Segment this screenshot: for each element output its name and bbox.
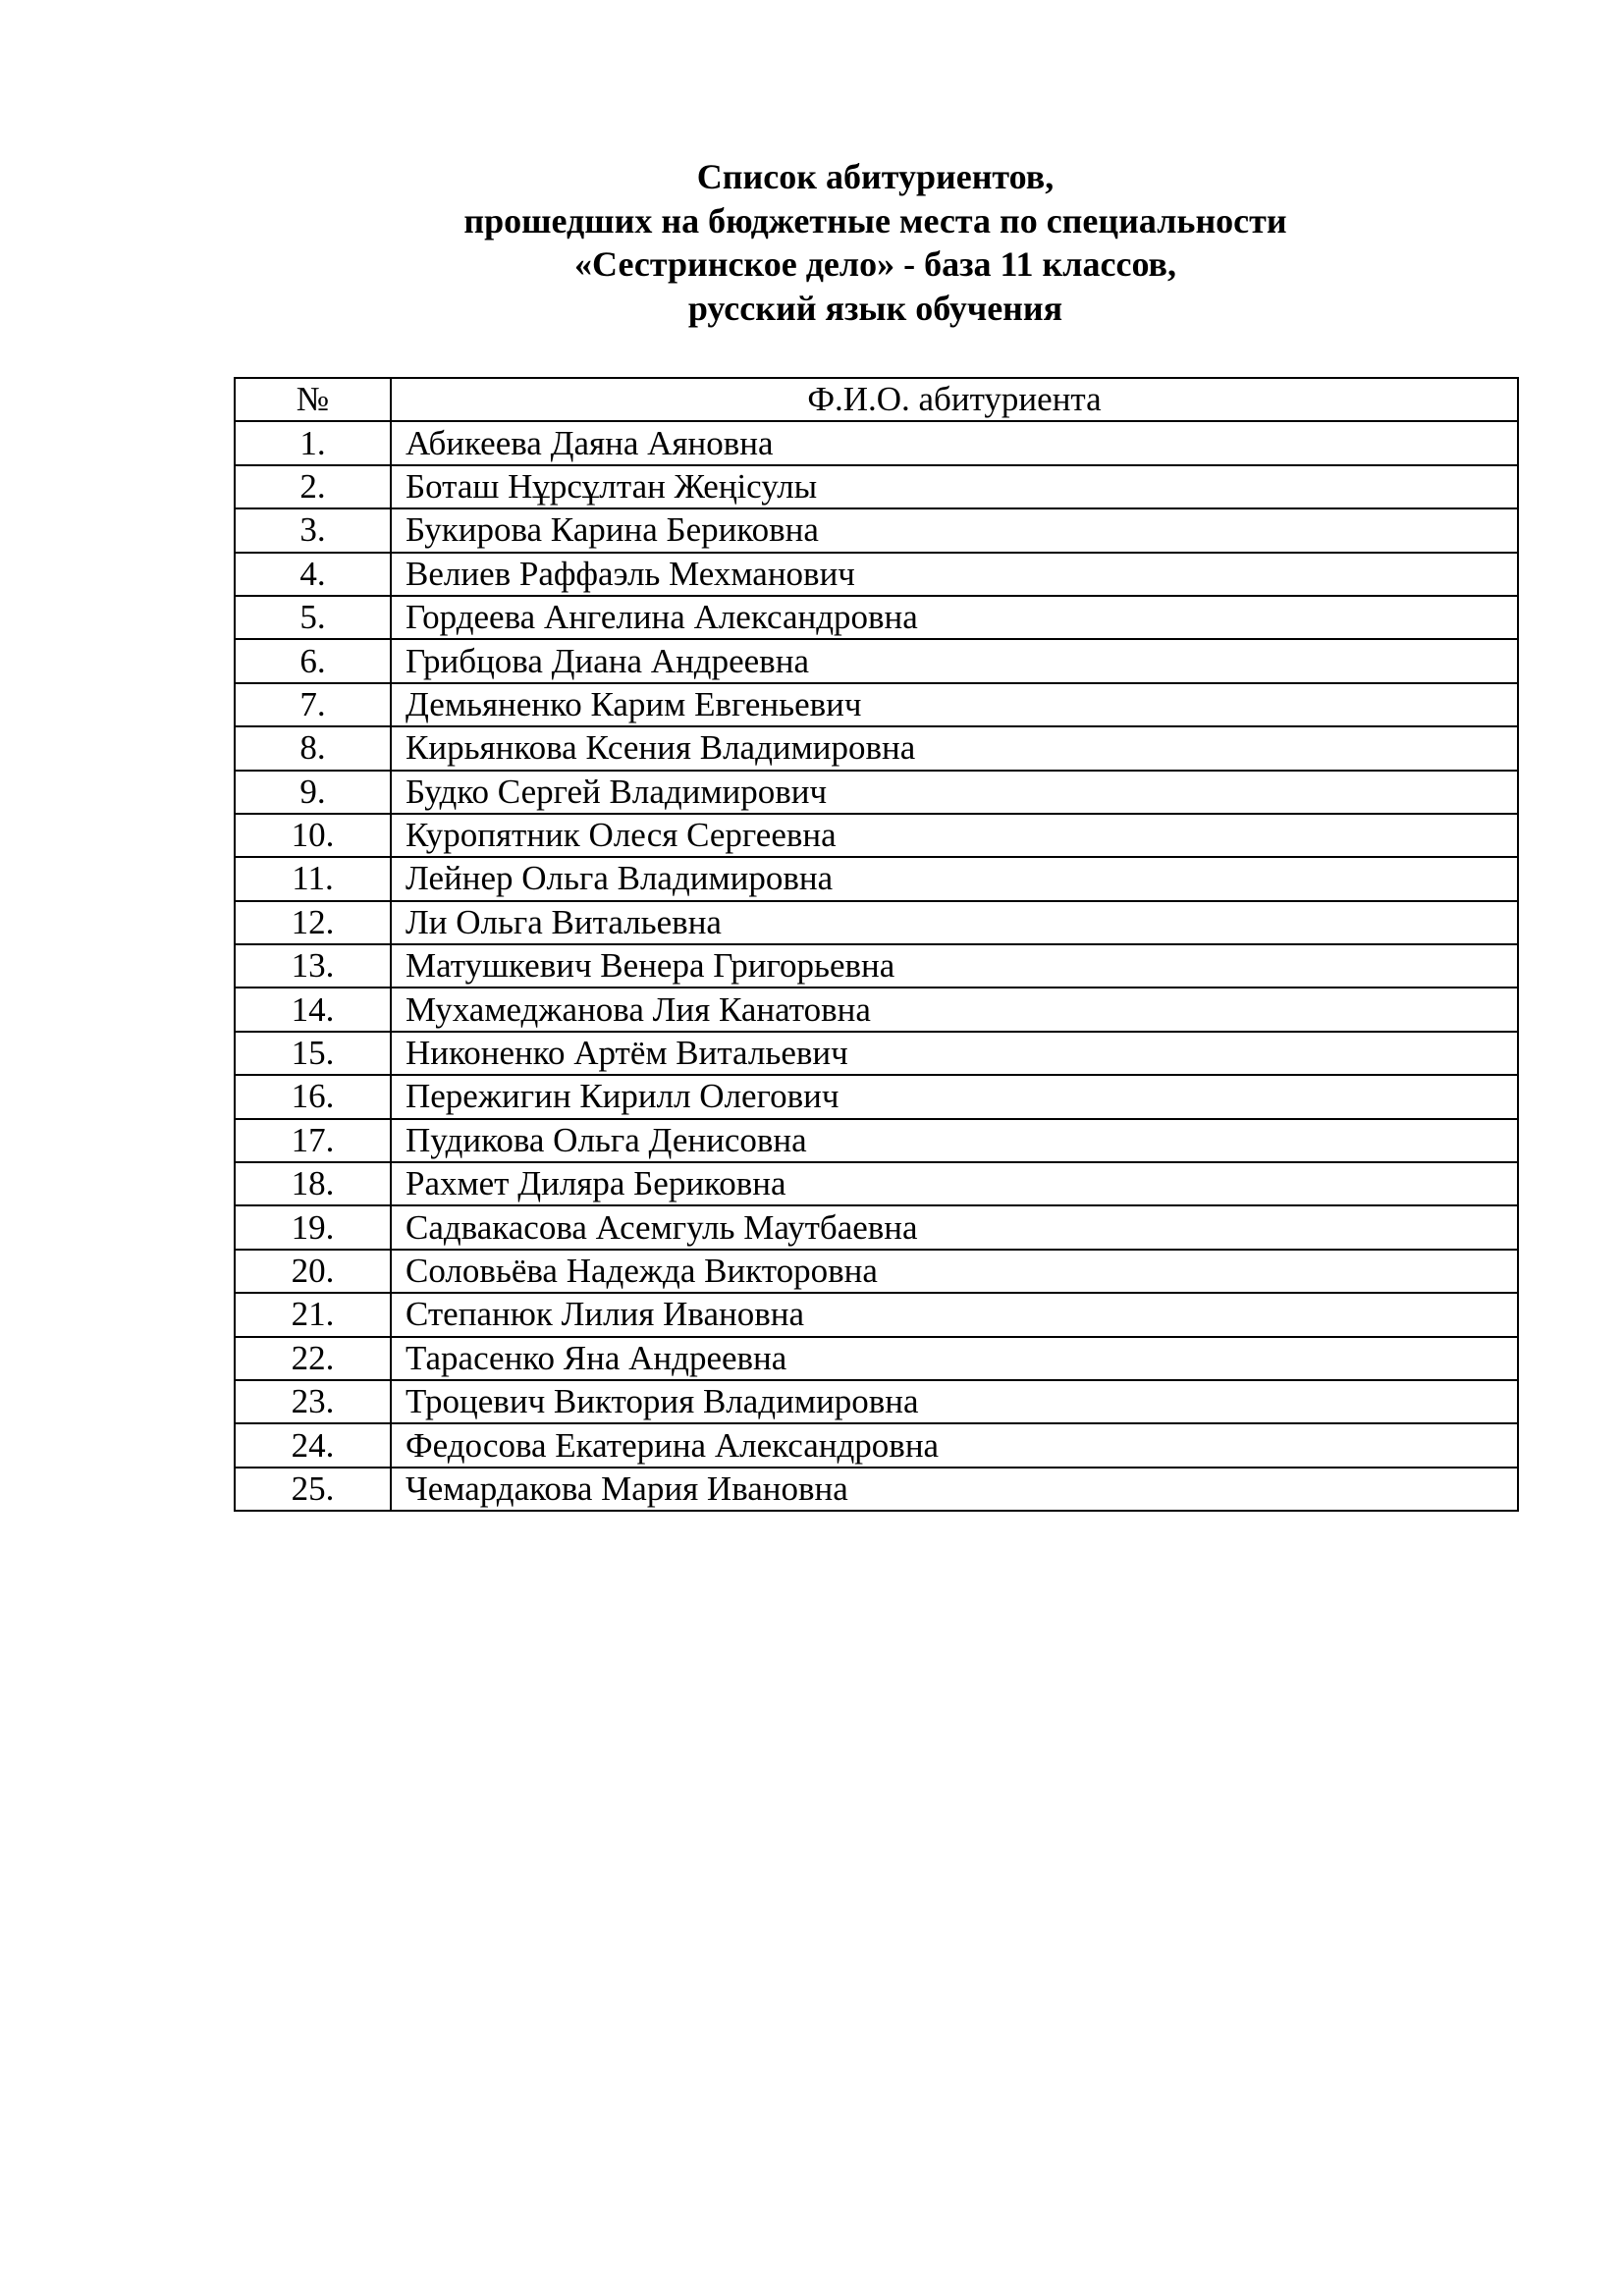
row-number: 20. <box>235 1250 391 1293</box>
row-number: 10. <box>235 814 391 857</box>
table-row <box>235 1468 1518 1511</box>
table-row <box>235 726 1518 770</box>
table-row <box>235 1205 1518 1249</box>
row-number: 13. <box>235 944 391 988</box>
table-row <box>235 1250 1518 1293</box>
applicant-name: Соловьёва Надежда Викторовна <box>391 1250 1518 1293</box>
applicant-name: Демьяненко Карим Евгеньевич <box>391 683 1518 726</box>
table-row <box>235 1032 1518 1075</box>
row-number: 14. <box>235 988 391 1031</box>
row-number: 19. <box>235 1205 391 1249</box>
table-row <box>235 944 1518 988</box>
applicant-name: Букирова Карина Бериковна <box>391 508 1518 552</box>
table-row <box>235 639 1518 682</box>
row-number: 22. <box>235 1337 391 1380</box>
applicant-name: Никоненко Артём Витальевич <box>391 1032 1518 1075</box>
row-number: 21. <box>235 1293 391 1336</box>
table-row <box>235 421 1518 464</box>
table-header-row <box>235 378 1518 421</box>
applicant-name: Чемардакова Мария Ивановна <box>391 1468 1518 1511</box>
row-number: 17. <box>235 1119 391 1162</box>
row-number: 2. <box>235 465 391 508</box>
table-row <box>235 508 1518 552</box>
row-number: 7. <box>235 683 391 726</box>
table-row <box>235 1337 1518 1380</box>
number-column-header: № <box>235 378 391 421</box>
name-column-header: Ф.И.О. абитуриента <box>391 378 1518 421</box>
table-row <box>235 901 1518 944</box>
applicants-table <box>234 377 1519 1512</box>
table-row <box>235 1380 1518 1423</box>
title-line: Список абитуриентов, <box>696 157 1055 196</box>
table-body <box>235 421 1518 1511</box>
applicant-name: Будко Сергей Владимирович <box>391 771 1518 814</box>
table-row <box>235 1423 1518 1467</box>
table-row <box>235 683 1518 726</box>
table-row <box>235 553 1518 596</box>
row-number: 5. <box>235 596 391 639</box>
applicant-name: Абикеева Даяна Аяновна <box>391 421 1518 464</box>
table-row <box>235 857 1518 900</box>
row-number: 9. <box>235 771 391 814</box>
row-number: 23. <box>235 1380 391 1423</box>
table-row <box>235 771 1518 814</box>
applicant-name: Пудикова Ольга Денисовна <box>391 1119 1518 1162</box>
applicant-name: Боташ Нұрсұлтан Жеңісулы <box>391 465 1518 508</box>
table-row <box>235 1075 1518 1118</box>
title-line: русский язык обучения <box>687 288 1063 328</box>
row-number: 4. <box>235 553 391 596</box>
applicant-name: Тарасенко Яна Андреевна <box>391 1337 1518 1380</box>
applicant-name: Велиев Раффаэль Мехманович <box>391 553 1518 596</box>
applicant-name: Степанюк Лилия Ивановна <box>391 1293 1518 1336</box>
table-row <box>235 1162 1518 1205</box>
row-number: 15. <box>235 1032 391 1075</box>
applicant-name: Матушкевич Венера Григорьевна <box>391 944 1518 988</box>
row-number: 12. <box>235 901 391 944</box>
row-number: 6. <box>235 639 391 682</box>
table-row <box>235 1119 1518 1162</box>
applicant-name: Лейнер Ольга Владимировна <box>391 857 1518 900</box>
row-number: 11. <box>235 857 391 900</box>
table-row <box>235 988 1518 1031</box>
row-number: 8. <box>235 726 391 770</box>
document-title <box>0 155 1624 330</box>
applicant-name: Грибцова Диана Андреевна <box>391 639 1518 682</box>
title-line: «Сестринское дело» - база 11 классов, <box>574 244 1176 284</box>
row-number: 24. <box>235 1423 391 1467</box>
table-row <box>235 814 1518 857</box>
table-row <box>235 596 1518 639</box>
applicant-name: Куропятник Олеся Сергеевна <box>391 814 1518 857</box>
applicant-name: Троцевич Виктория Владимировна <box>391 1380 1518 1423</box>
applicant-name: Мухамеджанова Лия Канатовна <box>391 988 1518 1031</box>
applicant-name: Ли Ольга Витальевна <box>391 901 1518 944</box>
applicant-name: Федосова Екатерина Александровна <box>391 1423 1518 1467</box>
row-number: 16. <box>235 1075 391 1118</box>
row-number: 1. <box>235 421 391 464</box>
applicant-name: Рахмет Диляра Бериковна <box>391 1162 1518 1205</box>
row-number: 3. <box>235 508 391 552</box>
applicant-name: Пережигин Кирилл Олегович <box>391 1075 1518 1118</box>
row-number: 18. <box>235 1162 391 1205</box>
table-row <box>235 465 1518 508</box>
title-line: прошедших на бюджетные места по специальности <box>463 200 1287 240</box>
applicant-name: Кирьянкова Ксения Владимировна <box>391 726 1518 770</box>
row-number: 25. <box>235 1468 391 1511</box>
applicant-name: Садвакасова Асемгуль Маутбаевна <box>391 1205 1518 1249</box>
table-row <box>235 1293 1518 1336</box>
applicant-name: Гордеева Ангелина Александровна <box>391 596 1518 639</box>
